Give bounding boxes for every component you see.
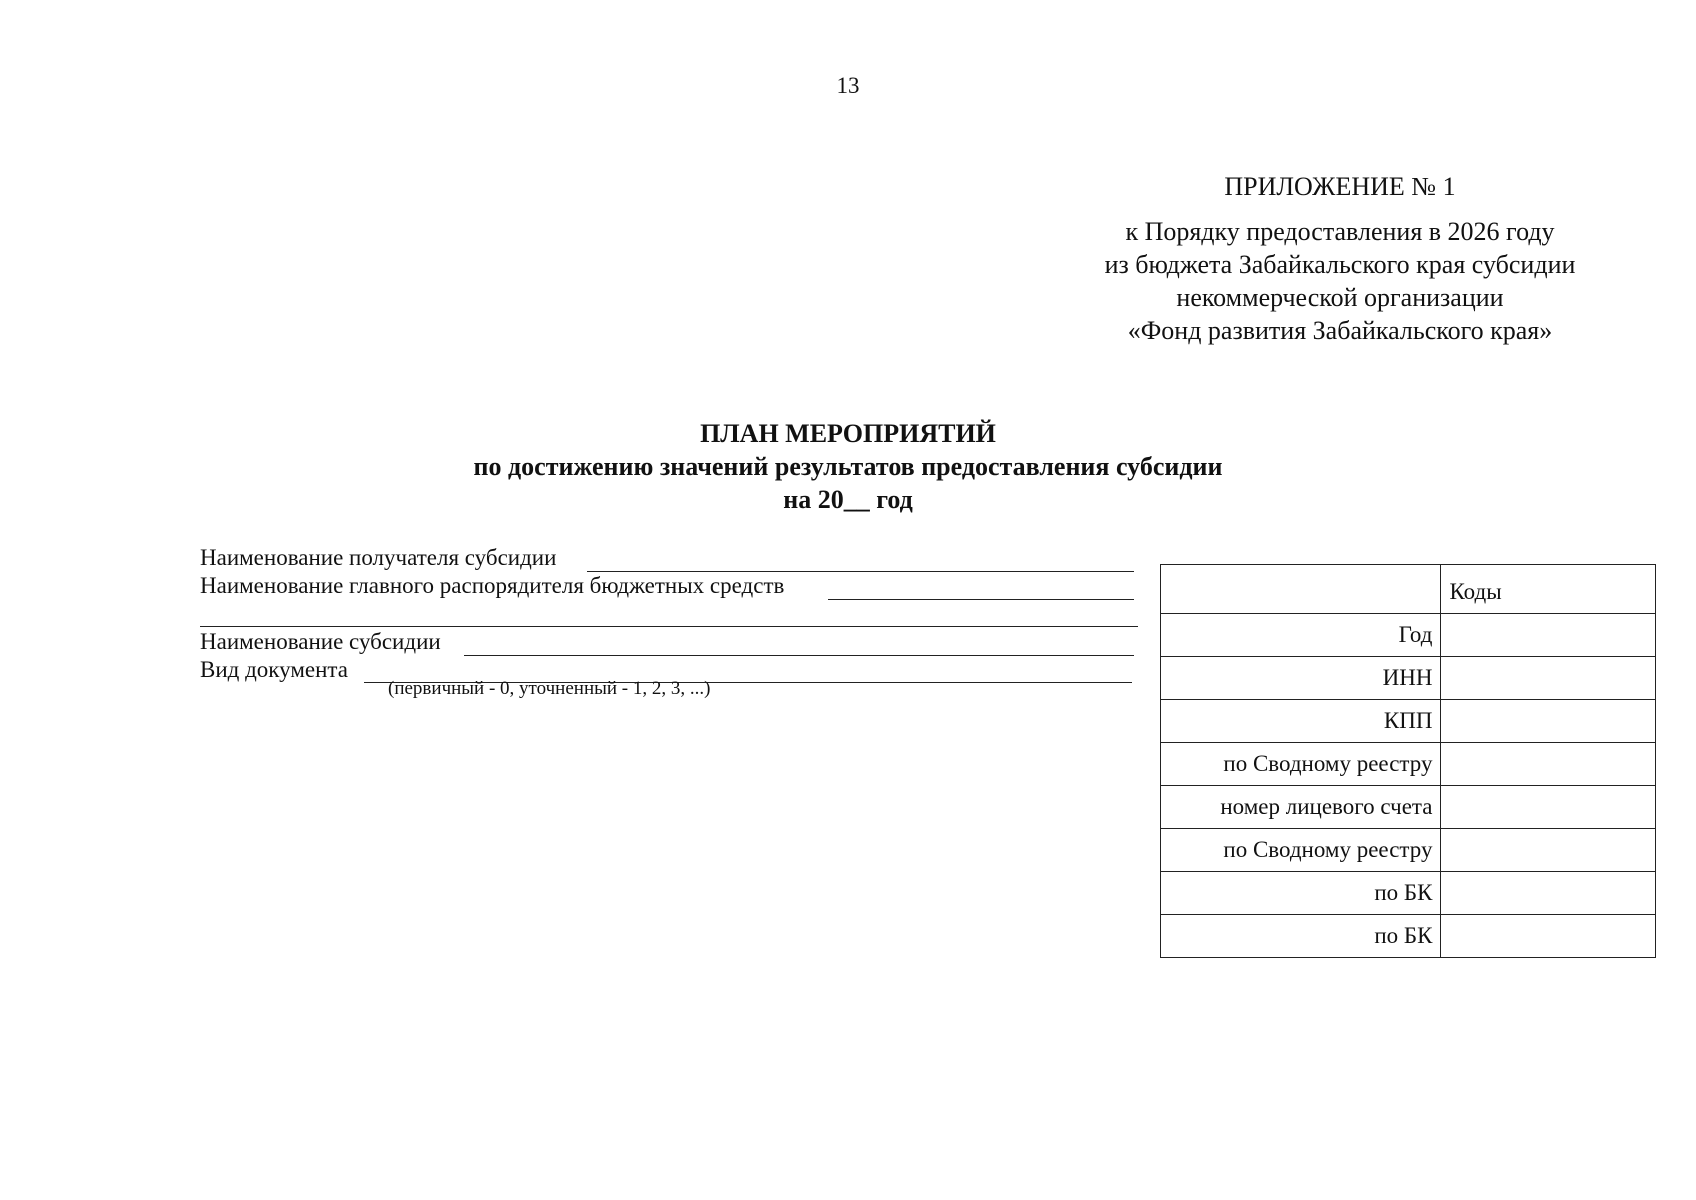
codes-table-row: [1161, 657, 1656, 700]
codes-row-label: по БК: [1161, 872, 1441, 915]
document-title: [0, 417, 1696, 516]
code-value-cell[interactable]: [1441, 786, 1656, 829]
code-value-cell[interactable]: [1441, 829, 1656, 872]
recipient-label: Наименование получателя субсидии: [200, 545, 557, 570]
code-value-cell[interactable]: [1441, 614, 1656, 657]
code-value-cell[interactable]: [1441, 915, 1656, 958]
appendix-line: к Порядку предоставления в 2026 году: [1125, 217, 1555, 246]
codes-header: Коды: [1441, 565, 1656, 614]
codes-table: [1160, 564, 1656, 958]
code-value-cell[interactable]: [1441, 743, 1656, 786]
budget-manager-fill-line-2[interactable]: [200, 626, 1138, 627]
page-number: 13: [836, 73, 860, 98]
appendix-line: из бюджета Забайкальского края субсидии: [1104, 250, 1576, 279]
codes-table-row: [1161, 915, 1656, 958]
codes-row-label: по Сводному реестру: [1161, 743, 1441, 786]
appendix-title: ПРИЛОЖЕНИЕ № 1: [1224, 172, 1456, 201]
codes-row-label: по Сводному реестру: [1161, 829, 1441, 872]
document-type-label: Вид документа: [200, 657, 348, 682]
document-title-line-3: на 20__ год: [783, 485, 913, 514]
code-value-cell[interactable]: [1441, 872, 1656, 915]
budget-manager-label: Наименование главного распорядителя бюджетных средств: [200, 573, 785, 598]
codes-row-label: КПП: [1161, 700, 1441, 743]
codes-table-header-row: [1161, 565, 1656, 614]
codes-row-label: по БК: [1161, 915, 1441, 958]
code-value-cell[interactable]: [1441, 657, 1656, 700]
codes-row-label: номер лицевого счета: [1161, 786, 1441, 829]
codes-table-row: [1161, 614, 1656, 657]
appendix-line: «Фонд развития Забайкальского края»: [1127, 316, 1553, 345]
subsidy-fill-line[interactable]: [464, 655, 1134, 656]
codes-table-row: [1161, 786, 1656, 829]
document-type-hint: (первичный - 0, уточненный - 1, 2, 3, ...): [388, 678, 711, 699]
document-title-line-1: ПЛАН МЕРОПРИЯТИЙ: [700, 419, 996, 448]
codes-row-label: Год: [1161, 614, 1441, 657]
codes-table-row: [1161, 700, 1656, 743]
subsidy-label: Наименование субсидии: [200, 629, 441, 654]
codes-row-label: ИНН: [1161, 657, 1441, 700]
codes-table-row: [1161, 829, 1656, 872]
codes-header-empty-cell: [1161, 565, 1441, 614]
codes-table-row: [1161, 743, 1656, 786]
document-title-line-2: по достижению значений результатов предоставления субсидии: [473, 452, 1223, 481]
code-value-cell[interactable]: [1441, 700, 1656, 743]
appendix-block: [1040, 170, 1640, 347]
appendix-line: некоммерческой организации: [1176, 283, 1504, 312]
codes-table-row: [1161, 872, 1656, 915]
budget-manager-fill-line[interactable]: [828, 599, 1134, 600]
